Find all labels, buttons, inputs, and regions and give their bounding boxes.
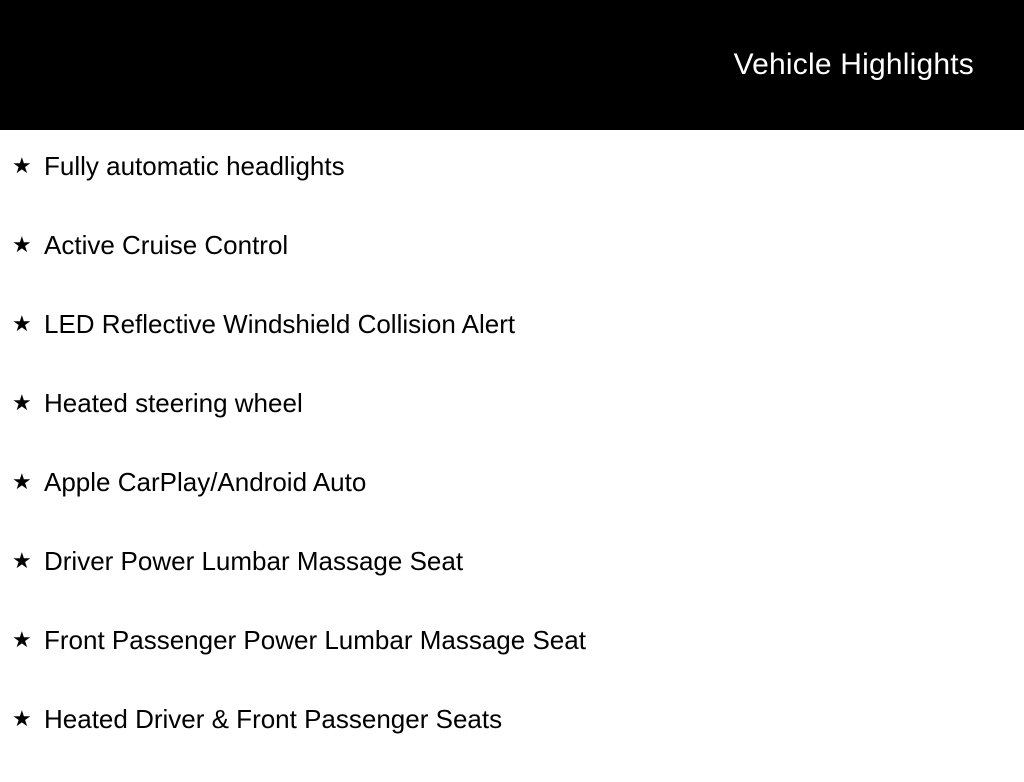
vehicle-highlights-list xyxy=(0,130,1024,782)
star-icon: ★ xyxy=(12,232,32,257)
highlight-label: Heated steering wheel xyxy=(44,388,303,418)
list-item xyxy=(0,387,1024,466)
star-icon: ★ xyxy=(12,627,32,652)
list-item xyxy=(0,624,1024,703)
star-icon: ★ xyxy=(12,706,32,731)
list-item xyxy=(0,308,1024,387)
star-icon: ★ xyxy=(12,548,32,573)
star-icon: ★ xyxy=(12,311,32,336)
highlight-label: Fully automatic headlights xyxy=(44,151,345,181)
highlight-label: Active Cruise Control xyxy=(44,230,289,260)
highlight-label: Driver Power Lumbar Massage Seat xyxy=(44,546,464,576)
star-icon: ★ xyxy=(12,469,32,494)
star-icon: ★ xyxy=(12,390,32,415)
list-item xyxy=(0,703,1024,782)
highlight-label: Front Passenger Power Lumbar Massage Seat xyxy=(44,625,586,655)
highlight-label: LED Reflective Windshield Collision Alert xyxy=(44,309,516,339)
list-item xyxy=(0,466,1024,545)
page-title: Vehicle Highlights xyxy=(733,48,974,81)
list-item xyxy=(0,229,1024,308)
list-item xyxy=(0,150,1024,229)
highlight-label: Heated Driver & Front Passenger Seats xyxy=(44,704,503,734)
highlight-label: Apple CarPlay/Android Auto xyxy=(44,467,367,497)
star-icon: ★ xyxy=(12,153,32,178)
list-item xyxy=(0,545,1024,624)
header-bar xyxy=(0,0,1024,130)
